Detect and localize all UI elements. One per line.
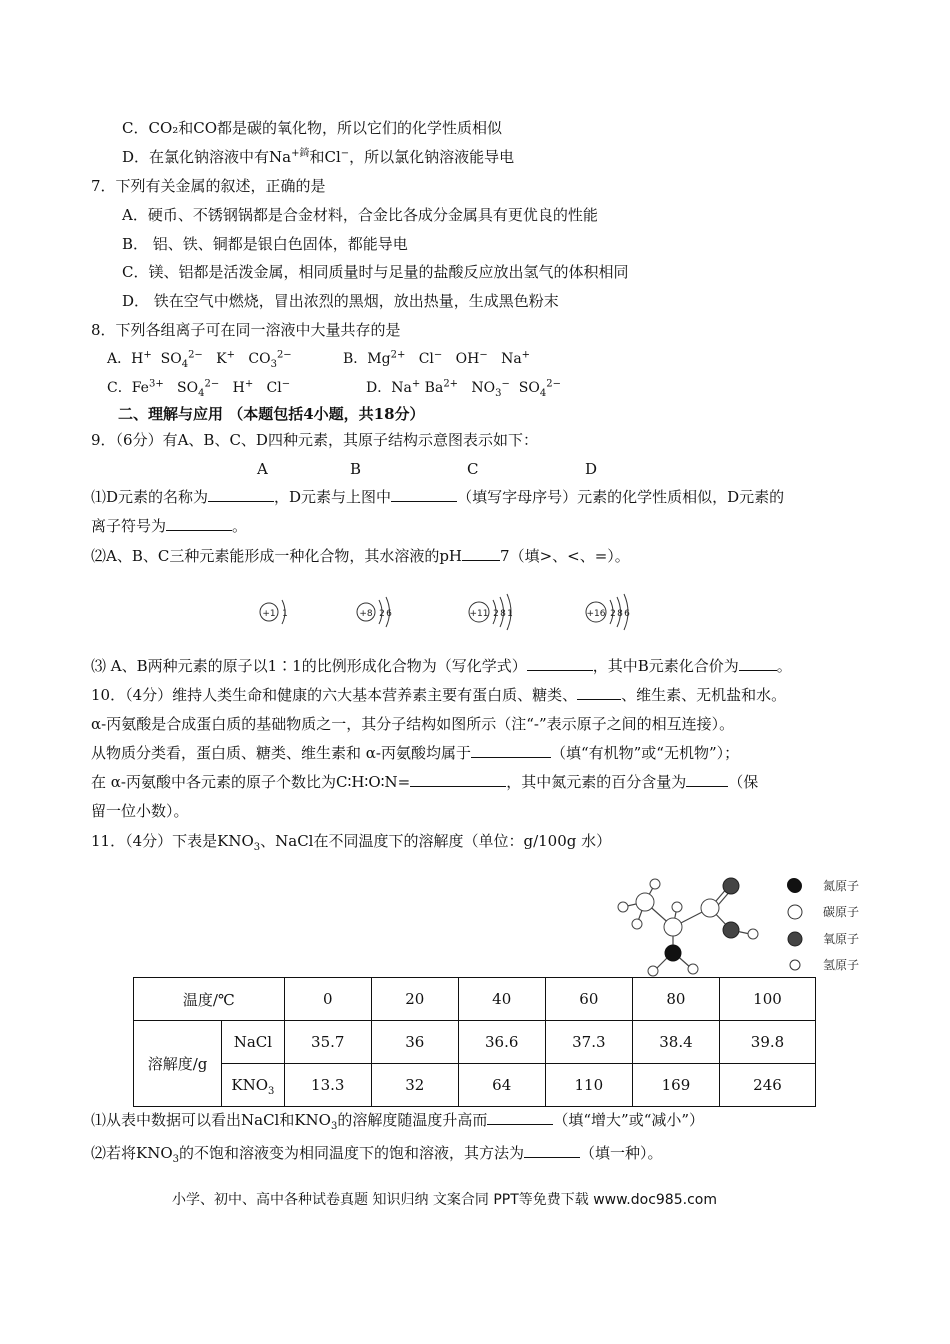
legend-carbon-icon <box>788 905 802 919</box>
temp-cell: 40 <box>458 978 545 1021</box>
q9-part2: ⑵A、B、C三种元素能形成一种化合物，其水溶液的pH 7（填>、<、=）。 <box>91 547 630 565</box>
nacl-label: NaCl <box>222 1021 285 1064</box>
kno3-cell: 32 <box>371 1064 458 1107</box>
nucleus-charge: +16 <box>586 609 606 619</box>
shell-electrons: 8 <box>500 609 506 619</box>
q10-line3: 从物质分类看，蛋白质、糖类、维生素和 α-丙氨酸均属于 （填“有机物”或“无机物”）； <box>91 744 740 762</box>
q8-option-b: B．$Mg^{2+}$ Cl− OH− Na+ <box>343 349 531 367</box>
q7-option-c: C．镁、铝都是活泼金属，相同质量时与足量的盐酸反应放出氢气的体积相同 <box>122 263 629 281</box>
nucleus-charge: +8 <box>359 609 373 619</box>
atom-d <box>586 594 630 630</box>
q10-line2: α-丙氨酸是合成蛋白质的基础物质之一，其分子结构如图所示（注“-”表示原子之间的相互连接）。 <box>91 715 735 733</box>
q7-option-d: D． 铁在空气中燃烧，冒出浓烈的黑烟，放出热量，生成黑色粉末 <box>122 292 559 310</box>
nucleus-charge: +1 <box>262 609 276 619</box>
temp-cell: 20 <box>371 978 458 1021</box>
shell-electrons: 6 <box>386 609 392 619</box>
legend-nitrogen-icon <box>788 879 802 893</box>
shell-electrons: 8 <box>617 609 623 619</box>
solubility-table <box>133 977 816 1107</box>
temp-cell: 0 <box>284 978 371 1021</box>
oxygen-atom <box>723 878 739 894</box>
q11-part2: ⑵若将$KNO_3$的不饱和溶液变为相同温度下的饱和溶液，其方法为 （填一种）。 <box>91 1144 663 1165</box>
q11-part1: ⑴从表中数据可以看出NaCl和$KNO_3$的溶解度随温度升高而 （填“增大”或“减小”） <box>91 1111 705 1132</box>
temp-cell: 80 <box>632 978 719 1021</box>
q9-label-b: B <box>350 460 362 478</box>
q9-label-c: C <box>467 460 479 478</box>
answer-blank[interactable] <box>577 685 621 700</box>
hydrogen-atom <box>672 902 682 912</box>
shell-electrons: 6 <box>624 609 630 619</box>
hydrogen-atom <box>632 919 642 929</box>
answer-blank[interactable] <box>686 772 728 787</box>
q6-option-d: D．在氯化钠溶液中有$Na^{+錡}$和Cl−，所以氯化钠溶液能导电 <box>122 148 515 166</box>
q8-stem: 8．下列各组离子可在同一溶液中大量共存的是 <box>91 321 401 339</box>
molecule-legend <box>785 874 875 974</box>
shell-electrons: 2 <box>610 609 616 619</box>
kno3-cell: 246 <box>720 1064 816 1107</box>
temp-cell: 60 <box>545 978 632 1021</box>
atom-c <box>469 594 513 630</box>
kno3-cell: 64 <box>458 1064 545 1107</box>
kno3-cell: 13.3 <box>284 1064 371 1107</box>
hydrogen-atom <box>618 902 628 912</box>
hydrogen-atom <box>748 929 758 939</box>
legend-hydrogen-icon <box>790 960 800 970</box>
nacl-cell: 36.6 <box>458 1021 545 1064</box>
q10-line5: 留一位小数）。 <box>91 802 189 820</box>
shell-electrons: 1 <box>282 609 288 619</box>
row-group-label: 溶解度/g <box>134 1021 222 1107</box>
hydrogen-atom <box>688 964 698 974</box>
legend-oxygen-icon <box>788 932 802 946</box>
hydrogen-atom <box>650 879 660 889</box>
carbon-atom <box>664 918 682 936</box>
q10-line4: 在 α-丙氨酸中各元素的原子个数比为C∶H∶O∶N= ，其中氮元素的百分含量为 （保 <box>91 773 759 791</box>
nitrogen-atom <box>665 945 681 961</box>
header-label: 温度/℃ <box>134 978 285 1021</box>
answer-blank[interactable] <box>462 546 500 561</box>
q7-option-b: B． 铝、铁、铜都是银白色固体，都能导电 <box>122 235 408 253</box>
shell-electrons: 1 <box>507 609 513 619</box>
carbon-atom <box>636 893 654 911</box>
legend-carbon-label: 碳原子 <box>823 905 860 919</box>
table-header-row <box>134 978 816 1021</box>
nacl-cell: 36 <box>371 1021 458 1064</box>
carbon-atom <box>701 899 719 917</box>
shell-electrons: 2 <box>379 609 385 619</box>
page-footer: 小学、初中、高中各种试卷真题 知识归纳 文案合同 PPT等免费下载 www.doc985.com <box>172 1192 717 1208</box>
shell-electrons: 2 <box>493 609 499 619</box>
atom-structure-diagrams <box>250 588 650 638</box>
alanine-molecule-diagram <box>605 872 800 982</box>
q7-option-a: A．硬币、不锈钢锅都是合金材料，合金比各成分金属具有更优良的性能 <box>122 206 598 224</box>
kno3-cell: 169 <box>632 1064 719 1107</box>
atom-a <box>260 600 288 624</box>
q7-stem: 7．下列有关金属的叙述，正确的是 <box>91 177 326 195</box>
nucleus-charge: +11 <box>469 609 489 619</box>
oxygen-atom <box>723 922 739 938</box>
table-row <box>134 1021 816 1064</box>
answer-blank[interactable] <box>524 1143 580 1158</box>
answer-blank[interactable] <box>410 772 506 787</box>
answer-blank[interactable] <box>166 516 232 531</box>
answer-blank[interactable] <box>487 1110 553 1125</box>
table-row <box>134 1064 816 1107</box>
legend-nitrogen-label: 氮原子 <box>823 879 860 893</box>
kno3-label: $KNO_3$ <box>222 1064 285 1107</box>
answer-blank[interactable] <box>471 743 551 758</box>
q11-stem: 11．（4分）下表是$KNO_3$、NaCl在不同温度下的溶解度（单位：g/100g 水） <box>91 832 612 853</box>
hydrogen-atom <box>648 966 658 976</box>
q8-option-a: A．H+ $SO_4^{2-}$ K+ $CO_3^{2-}$ <box>107 349 292 370</box>
q9-part1: ⑴D元素的名称为 ，D元素与上图中 （填写字母序号）元素的化学性质相似，D元素的 <box>91 488 785 506</box>
nacl-cell: 39.8 <box>720 1021 816 1064</box>
legend-hydrogen-label: 氢原子 <box>823 958 860 972</box>
q10-line1: 10．（4分）维持人类生命和健康的六大基本营养素主要有蛋白质、糖类、 、维生素、无机盐和水。 <box>91 686 787 704</box>
nacl-cell: 37.3 <box>545 1021 632 1064</box>
q9-stem: 9．（6分）有A、B、C、D四种元素，其原子结构示意图表示如下： <box>91 431 538 449</box>
answer-blank[interactable] <box>739 656 777 671</box>
atom-b <box>357 597 392 627</box>
answer-blank[interactable] <box>391 487 457 502</box>
answer-blank[interactable] <box>527 656 593 671</box>
kno3-cell: 110 <box>545 1064 632 1107</box>
nacl-cell: 35.7 <box>284 1021 371 1064</box>
q9-label-d: D <box>585 460 598 478</box>
q6-option-c: C．CO₂和CO都是碳的氧化物，所以它们的化学性质相似 <box>122 119 503 137</box>
section-2-title: 二、理解与应用 （本题包括4小题，共18分） <box>118 405 425 423</box>
q9-part3: ⑶ A、B两种元素的原子以1∶1的比例形成化合物为（写化学式） ，其中B元素化合价为 。 <box>91 657 792 675</box>
q8-option-d: D．Na+ $Ba^{2+}$ $NO_3^-$ $SO_4^{2-}$ <box>366 378 561 399</box>
q9-part1-cont: 离子符号为 。 <box>91 517 248 535</box>
q9-label-a: A <box>257 460 268 478</box>
answer-blank[interactable] <box>208 487 274 502</box>
q8-option-c: C．$Fe^{3+}$ $SO_4^{2-}$ H+ Cl− <box>107 378 291 399</box>
temp-cell: 100 <box>720 978 816 1021</box>
legend-oxygen-label: 氧原子 <box>823 932 860 946</box>
nacl-cell: 38.4 <box>632 1021 719 1064</box>
